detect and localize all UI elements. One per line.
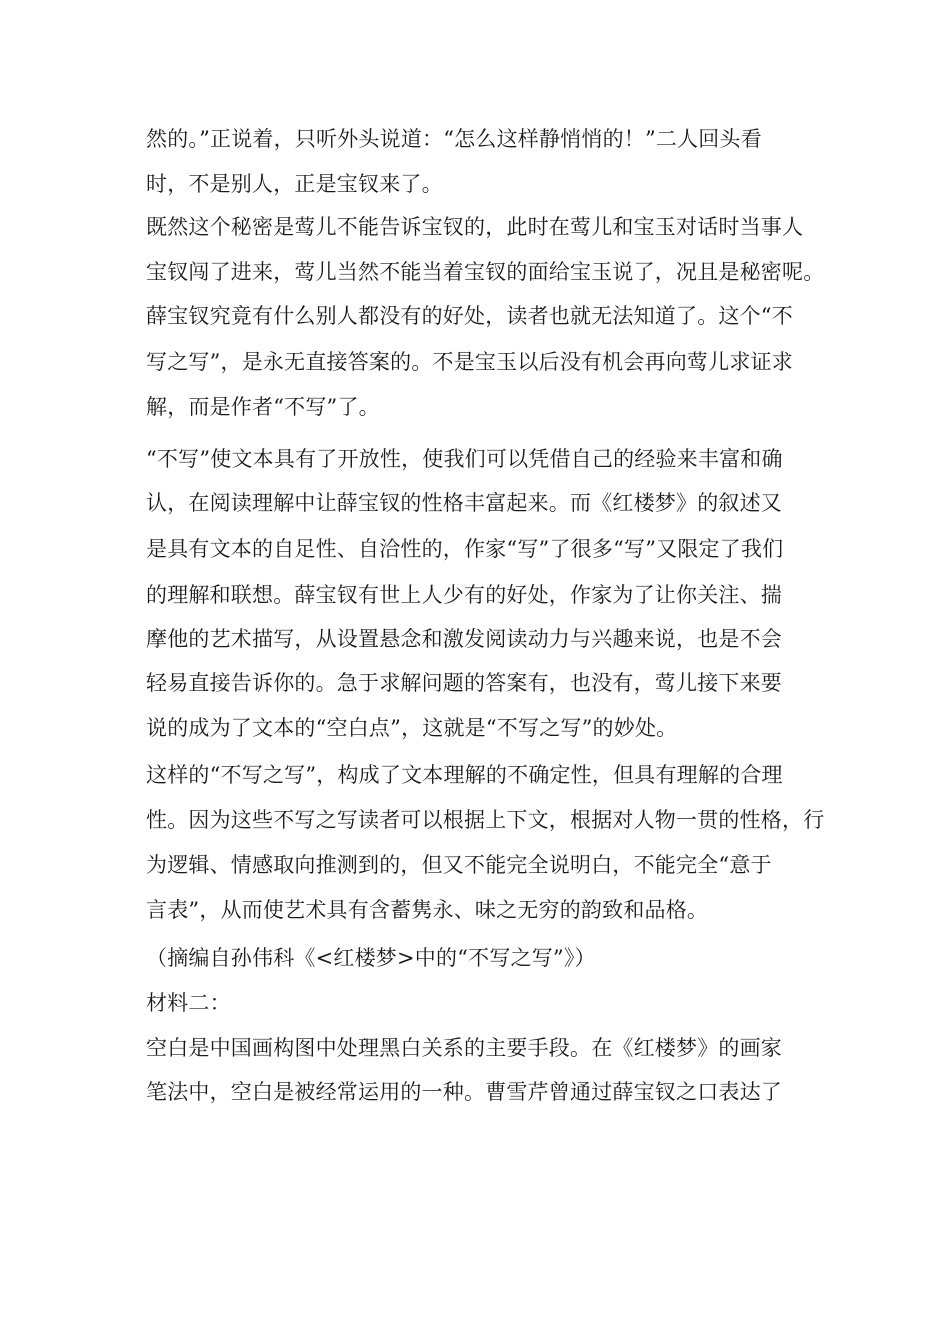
text-line: 这样的“不写之写”，构成了文本理解的不确定性，但具有理解的合理 xyxy=(146,763,783,787)
citation-line: （摘编自孙伟科《<红楼梦>中的“不写之写”》） xyxy=(146,946,596,970)
text-line: 解，而是作者“不写”了。 xyxy=(146,395,380,419)
text-line: 为逻辑、情感取向推测到的，但又不能完全说明白，不能完全“意于 xyxy=(146,853,772,877)
text-line: 既然这个秘密是莺儿不能告诉宝钗的，此时在莺儿和宝玉对话时当事人 xyxy=(146,215,804,239)
section-heading: 材料二： xyxy=(146,991,231,1015)
text-line: 是具有文本的自足性、自洽性的，作家“写”了很多“写”又限定了我们 xyxy=(146,537,784,561)
text-line: 的理解和联想。薛宝钗有世上人少有的好处，作家为了让你关注、揣 xyxy=(146,583,782,607)
text-line: 摩他的艺术描写，从设置悬念和激发阅读动力与兴趣来说，也是不会 xyxy=(146,627,782,651)
text-line: 认，在阅读理解中让薛宝钗的性格丰富起来。而《红楼梦》的叙述又 xyxy=(146,491,782,515)
text-line: 轻易直接告诉你的。急于求解问题的答案有，也没有，莺儿接下来要 xyxy=(146,671,782,695)
text-line: 时，不是别人，正是宝钗来了。 xyxy=(146,172,443,196)
text-line: 笔法中，空白是被经常运用的一种。曹雪芹曾通过薛宝钗之口表达了 xyxy=(146,1080,782,1104)
text-line: 性。因为这些不写之写读者可以根据上下文，根据对人物一贯的性格，行 xyxy=(146,808,825,832)
text-line: 言表”，从而使艺术具有含蓄隽永、味之无穷的韵致和品格。 xyxy=(146,898,709,922)
text-line: 空白是中国画构图中处理黑白关系的主要手段。在《红楼梦》的画家 xyxy=(146,1036,782,1060)
text-line: “不写”使文本具有了开放性，使我们可以凭借自己的经验来丰富和确 xyxy=(146,447,783,471)
text-line: 宝钗闯了进来，莺儿当然不能当着宝钗的面给宝玉说了，况且是秘密呢。 xyxy=(146,260,825,284)
text-line: 薛宝钗究竟有什么别人都没有的好处，读者也就无法知道了。这个“不 xyxy=(146,304,793,328)
text-line: 写之写”，是永无直接答案的。不是宝玉以后没有机会再向莺儿求证求 xyxy=(146,350,793,374)
text-line: 然的。”正说着，只听外头说道：“怎么这样静悄悄的！”二人回头看 xyxy=(146,127,762,151)
text-line: 说的成为了文本的“空白点”，这就是“不写之写”的妙处。 xyxy=(146,716,678,740)
